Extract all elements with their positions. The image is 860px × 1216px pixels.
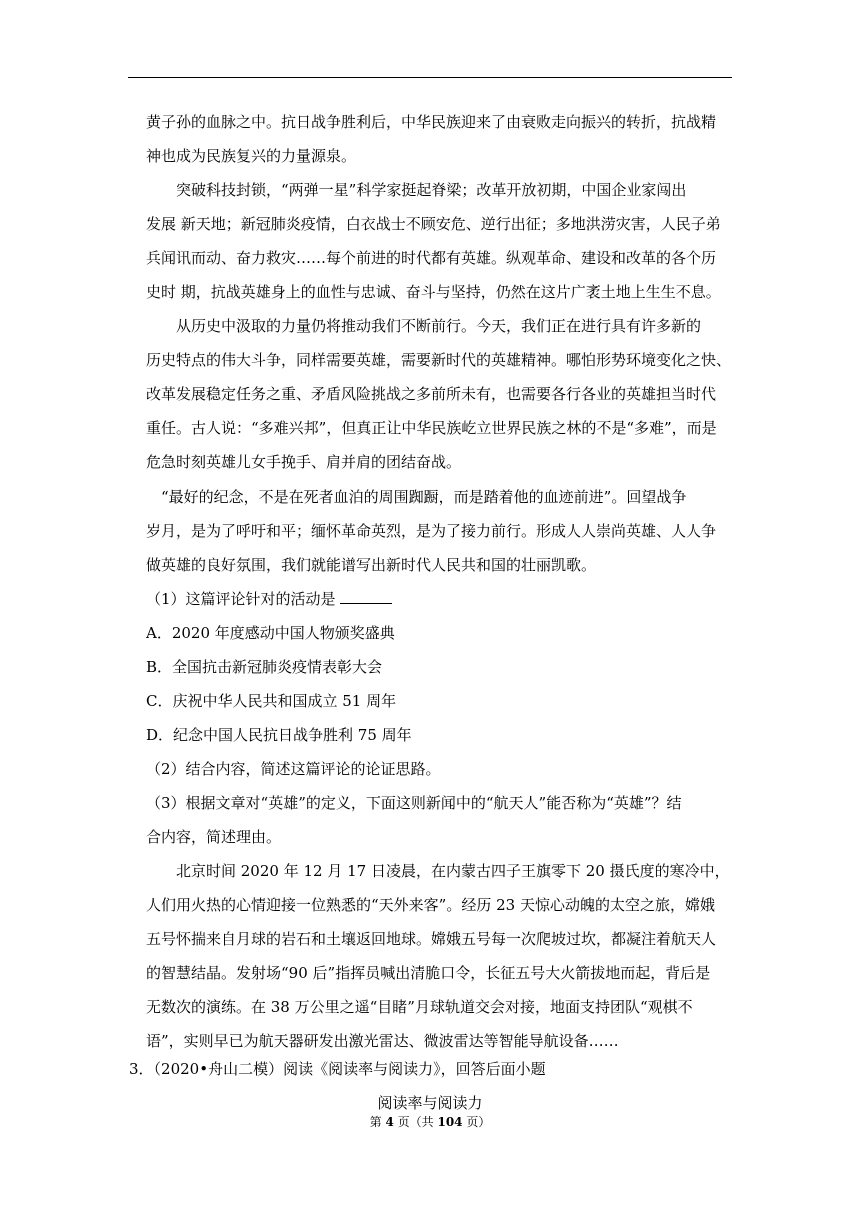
text-line: 兵闻讯而动、奋力救灾……每个前进的时代都有英雄。纵观革命、建设和改革的各个历 <box>146 249 717 267</box>
text-line: 危急时刻英雄儿女手挽手、肩并肩的团结奋战。 <box>146 453 462 471</box>
option-d: D．纪念中国人民抗日战争胜利 75 周年 <box>146 726 412 744</box>
question-3-line: （3）根据文章对“英雄”的定义，下面这则新闻中的“航天人”能否称为“英雄”？结 <box>146 794 682 812</box>
option-c: C．庆祝中华人民共和国成立 51 周年 <box>146 692 397 710</box>
news-line: 语”，实则早已为航天器研发出激光雷达、微波雷达等智能导航设备…… <box>146 1032 619 1050</box>
question-1-text: （1）这篇评论针对的活动是 <box>146 590 336 608</box>
text-line: 做英雄的良好氛围，我们就能谱写出新时代人民共和国的壮丽凯歌。 <box>146 556 597 574</box>
answer-blank <box>340 589 392 604</box>
text-line: 历史特点的伟大斗争，同样需要英雄，需要新时代的英雄精神。哪怕形势环境变化之快、 <box>146 351 732 369</box>
text-line: 史时 期，抗战英雄身上的血性与忠诚、奋斗与坚持，仍然在这片广袤土地上生生不息。 <box>146 283 721 301</box>
question-2: （2）结合内容，简述这篇评论的论证思路。 <box>146 760 441 778</box>
news-line: 北京时间 2020 年 12 月 17 日凌晨，在内蒙古四子王旗零下 20 摄氏度的寒冷中， <box>146 862 730 880</box>
text-line: 神也成为民族复兴的力量源泉。 <box>146 147 357 165</box>
question-3-line: 合内容，简述理由。 <box>146 828 282 846</box>
next-question-heading: 3．（2020•舟山二模）阅读《阅读率与阅读力》，回答后面小题 <box>129 1060 546 1078</box>
text-line: 重任。古人说：“多难兴邦”，但真正让中华民族屹立世界民族之林的不是“多难”，而是 <box>146 419 717 437</box>
text-line: 突破科技封锁，“两弹一星”科学家挺起脊梁；改革开放初期，中国企业家闯出 <box>146 181 687 199</box>
news-line: 五号怀揣来自月球的岩石和土壤返回地球。嫦娥五号每一次爬坡过坎，都凝注着航天人 <box>146 930 717 948</box>
page-footer <box>0 1114 860 1130</box>
page-total: 104 <box>437 1115 463 1129</box>
text-line: 岁月，是为了呼吁和平；缅怀革命英烈，是为了接力前行。形成人人崇尚英雄、人人争 <box>146 522 717 540</box>
option-a: A．2020 年度感动中国人物颁奖盛典 <box>146 624 395 642</box>
page-number: 4 <box>385 1115 394 1129</box>
news-line: 人们用火热的心情迎接一位熟悉的“天外来客”。经历 23 天惊心动魄的太空之旅，嫦娥 <box>146 896 715 914</box>
news-line: 无数次的演练。在 38 万公里之遥“目睹”月球轨道交会对接，地面支持团队“观棋不 <box>146 998 693 1016</box>
text-line: “最好的纪念，不是在死者血泊的周围踟蹰，而是踏着他的血迹前进”。回望战争 <box>146 488 687 506</box>
header-rule <box>128 77 732 78</box>
footer-middle: 页（共 <box>393 1115 438 1129</box>
news-line: 的智慧结晶。发射场“90 后”指挥员喊出清脆口令，长征五号大火箭拔地而起，背后是 <box>146 964 711 982</box>
option-b: B．全国抗击新冠肺炎疫情表彰大会 <box>146 658 383 676</box>
article-title: 阅读率与阅读力 <box>377 1094 483 1112</box>
text-line: 发展 新天地；新冠肺炎疫情，白衣战士不顾安危、逆行出征；多地洪涝灾害，人民子弟 <box>146 215 721 233</box>
footer-suffix: 页） <box>462 1115 491 1129</box>
text-line: 改革发展稳定任务之重、矛盾风险挑战之多前所未有，也需要各行各业的英雄担当时代 <box>146 385 717 403</box>
footer-prefix: 第 <box>369 1115 386 1129</box>
text-line: 从历史中汲取的力量仍将推动我们不断前行。今天，我们正在进行具有许多新的 <box>146 317 702 335</box>
question-1 <box>146 589 392 609</box>
text-line: 黄子孙的血脉之中。抗日战争胜利后，中华民族迎来了由衰败走向振兴的转折，抗战精 <box>146 113 717 131</box>
